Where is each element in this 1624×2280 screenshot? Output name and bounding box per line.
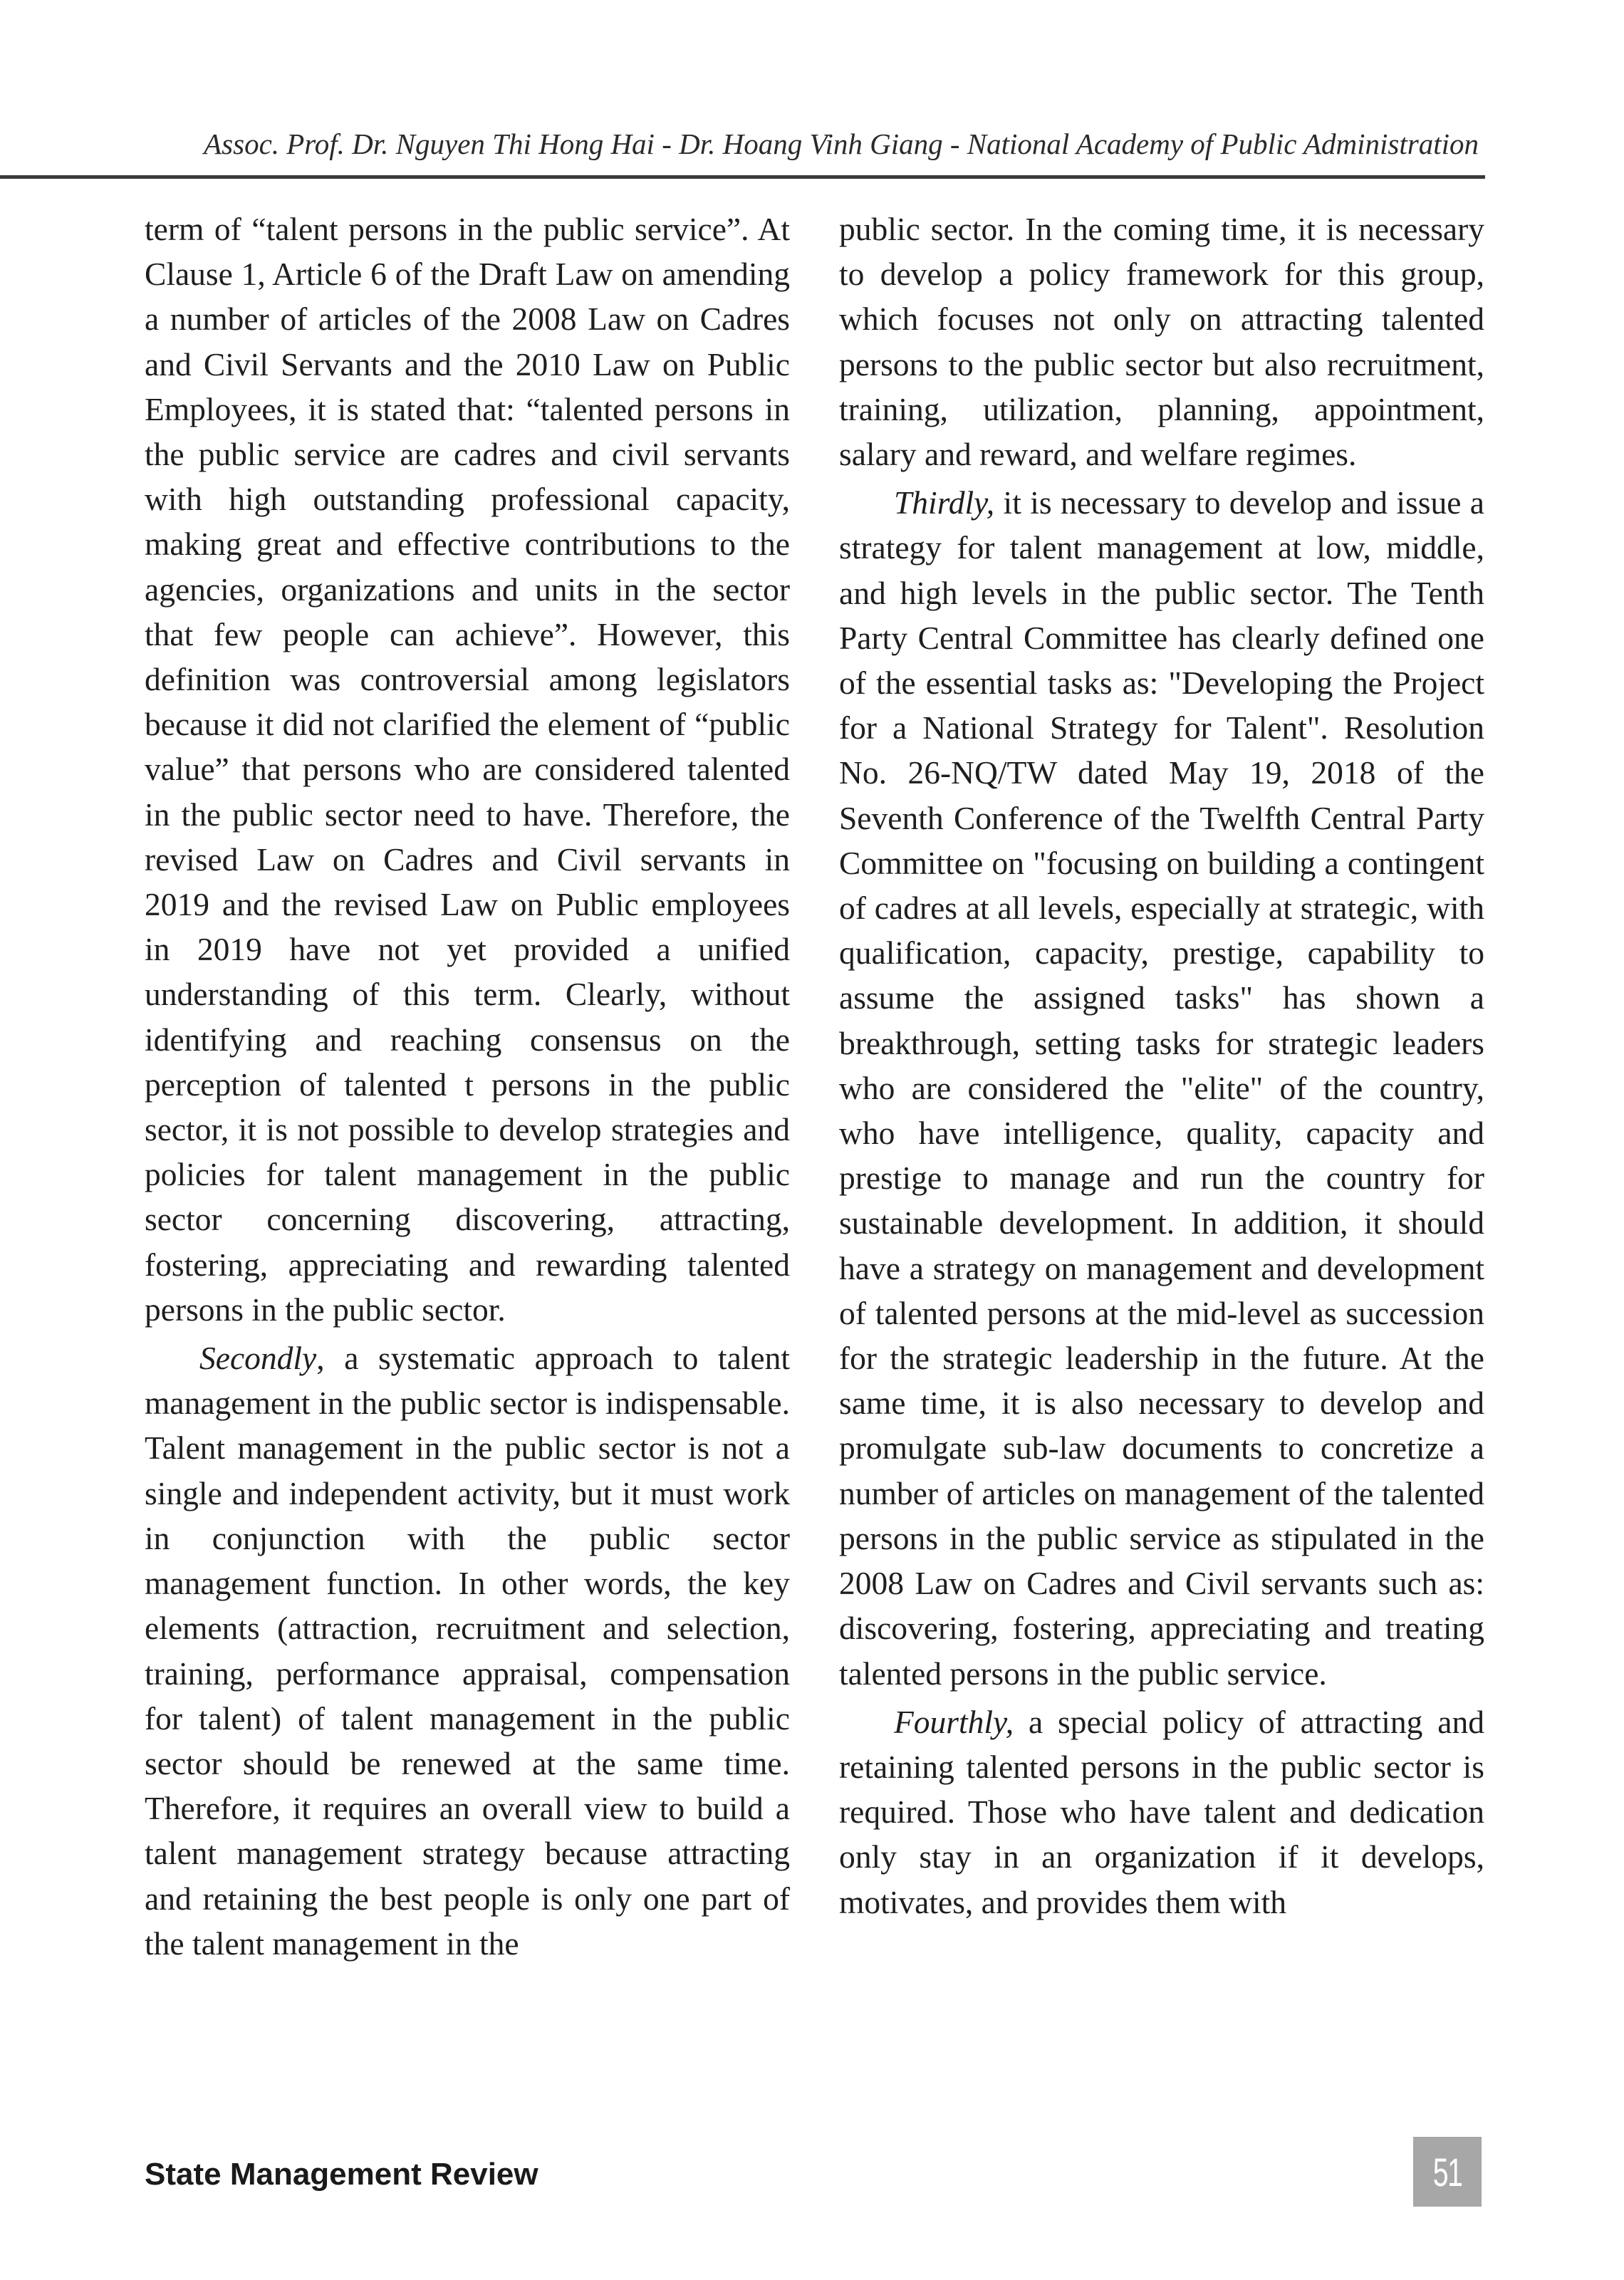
running-header: Assoc. Prof. Dr. Nguyen Thi Hong Hai - Dr. Hoang Vinh Giang - National Academy of Public Administration: [204, 127, 1479, 160]
paragraph: term of “talent persons in the public service”. At Clause 1, Article 6 of the Draft Law on amending a number of articles of the 2008 Law on Cadres and Civil Servants and the 2010 Law on Public Employees, it is stated that: “talented persons in the public service are cadres and civil servants with high outstanding professional capacity, making great and effective contributions to the agencies, organizations and units in the sector that few people can achieve”. However, this definition was controversial among legislators because it did not clarified the element of “public value” that persons who are considered talented in the public sector need to have. Therefore, the revised Law on Cadres and Civil servants in 2019 and the revised Law on Public employees in 2019 have not yet provided a unified understanding of this term. Clearly, without identifying and reaching consensus on the perception of talented t persons in the public sector, it is not possible to develop strategies and policies for talent management in the public sector concerning discovering, attracting, fostering, appreciating and rewarding talented persons in the public sector.: [145, 211, 790, 1328]
right-column: [839, 207, 1484, 1925]
page-number: 51: [1432, 2149, 1462, 2195]
paragraph-text: a special policy of attracting and retaining talented persons in the public sector is required. Those who have talent and dedication only stay in an organization if it develops, motivates, and provides them with: [839, 1703, 1484, 1920]
paragraph-lead: Fourthly,: [894, 1703, 1014, 1740]
paragraph: [839, 1699, 1484, 1925]
paragraph-lead: Thirdly,: [894, 484, 995, 521]
header-divider: [0, 175, 1485, 179]
page-number-box: [1413, 2137, 1482, 2207]
paragraph: public sector. In the coming time, it is necessary to develop a policy framework for this group, which focuses not only on attracting talented persons to the public sector but also recruitment, training, utilization, planning, appointment, salary and reward, and welfare regimes.: [839, 211, 1484, 473]
journal-title: State Management Review: [145, 2157, 538, 2192]
left-column: [145, 207, 790, 1966]
paragraph: [145, 1336, 790, 1966]
paragraph: [839, 480, 1484, 1695]
paragraph-text: , a systematic approach to talent management in the public sector is indispensable. Talent management in the public sector is not a single and independent activity, but it must work in conjunction with the public sector management function. In other words, the key elements (attraction, recruitment and selection, training, performance appraisal, compensation for talent) of talent management in the public sector should be renewed at the same time. Therefore, it requires an overall view to build a talent management strategy because attracting and retaining the best people is only one part of the talent management in the: [145, 1340, 790, 1962]
paragraph-lead: Secondly: [199, 1340, 317, 1377]
paragraph-text: it is necessary to develop and issue a strategy for talent management at low, middle, and high levels in the public sector. The Tenth Party Central Committee has clearly defined one of the essential tasks as: "Developing the Project for a National Strategy for Talent". Resolution No. 26-NQ/TW dated May 19, 2018 of the Seventh Conference of the Twelfth Central Party Committee on "focusing on building a contingent of cadres at all levels, especially at strategic, with qualification, capacity, prestige, capability to assume the assigned tasks" has shown a breakthrough, setting tasks for strategic leaders who are considered the "elite" of the country, who have intelligence, quality, capacity and prestige to manage and run the country for sustainable development. In addition, it should have a strategy on management and development of talented persons at the mid-level as succession for the strategic leadership in the future. At the same time, it is also necessary to develop and promulgate sub-law documents to concretize a number of articles on management of the talented persons in the public service as stipulated in the 2008 Law on Cadres and Civil servants such as: discovering, fostering, appreciating and treating talented persons in the public service.: [839, 484, 1484, 1692]
